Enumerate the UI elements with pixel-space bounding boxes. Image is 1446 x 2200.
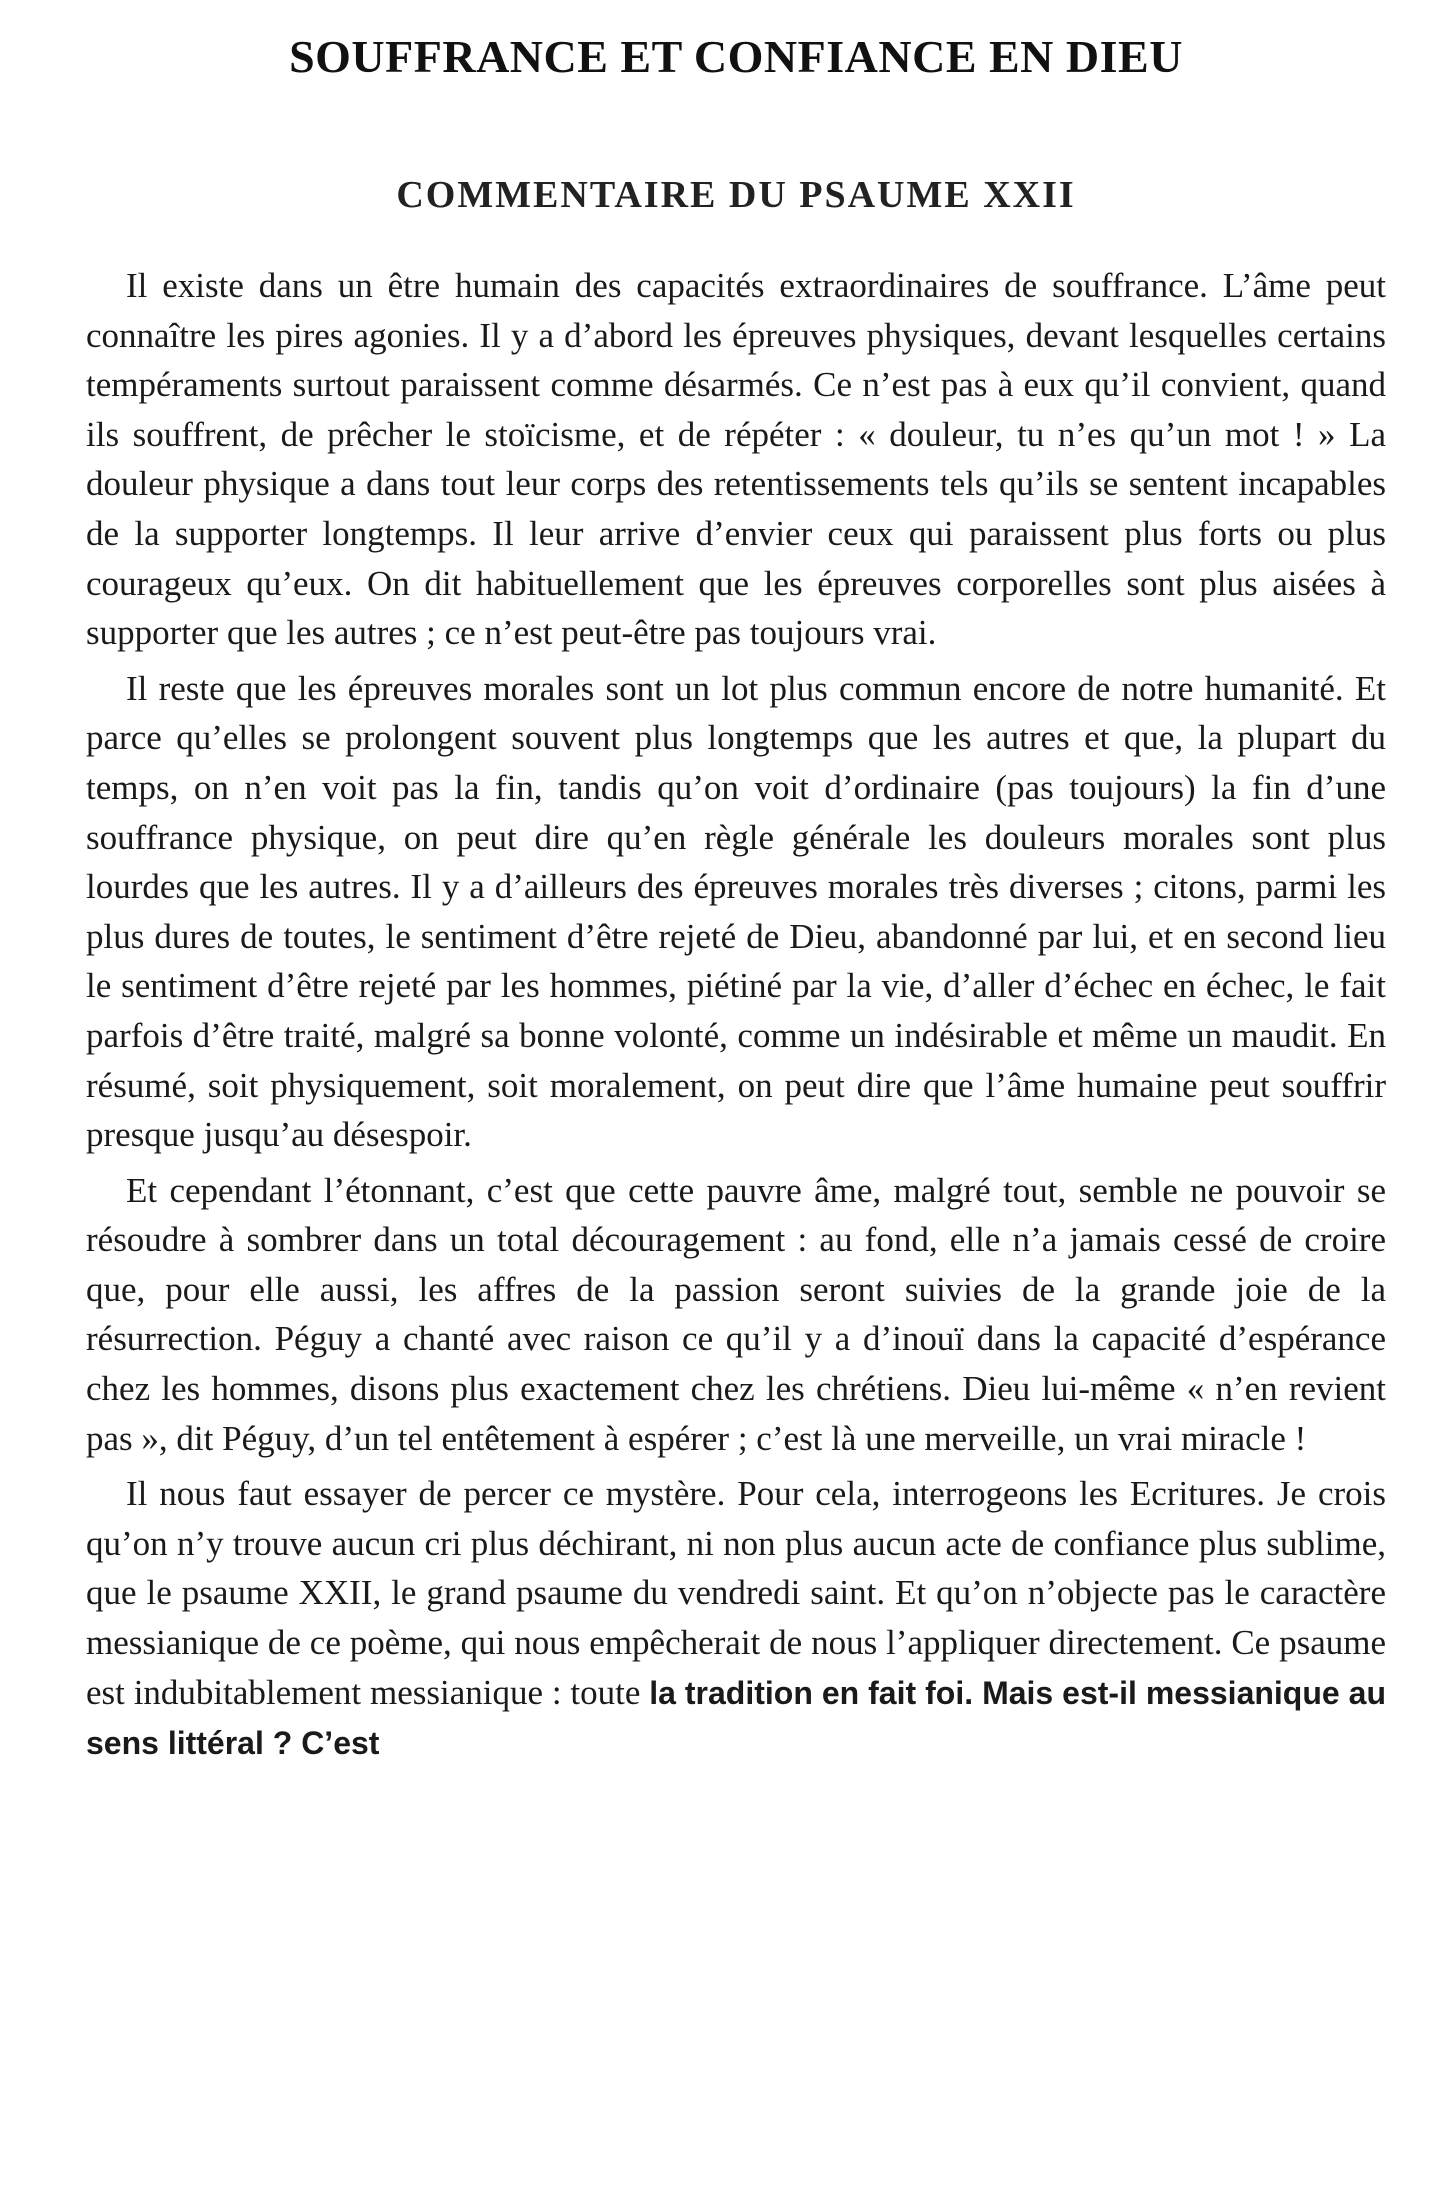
document-page [86,30,1386,1769]
page-title: SOUFFRANCE ET CONFIANCE EN DIEU [289,31,1183,82]
paragraph-4-bold-line: la tradition en fait foi. Mais est-il messianique au sens littéral ? C’est [86,1674,1387,1762]
paragraph-1: Il existe dans un être humain des capacités extraordinaires de souffrance. L’âme peut connaître les pires agonies. Il y a d’abord les épreuves physiques, devant lesquelles certains tempéraments surtout paraissent comme désarmés. Ce n’est pas à eux qu’il convient, quand ils souffrent, de prêcher le stoïcisme, et de répéter : « douleur, tu n’es qu’un mot ! » La douleur physique a dans tout leur corps des retentissements tels qu’ils se sentent incapables de la supporter longtemps. Il leur arrive d’envier ceux qui paraissent plus forts ou plus courageux qu’eux. On dit habituellement que les épreuves corporelles sont plus aisées à supporter que les autres ; ce n’est peut-être pas toujours vrai. [86,266,1386,653]
paragraph-4 [86,1469,1386,1769]
section-subtitle: COMMENTAIRE DU PSAUME XXII [396,174,1076,216]
paragraph-4-text: Il nous faut essayer de percer ce mystère. Pour cela, interrogeons les Ecritures. Je crois qu’on n’y trouve aucun cri plus déchirant, ni non plus aucun acte de confiance plus sublime, que le psaume XXII, le grand psaume du vendredi saint. Et qu’on n’objecte pas le caractère messianique de ce poème, qui nous empêcherait de nous l’appliquer directement. Ce psaume est indubitablement messianique : toute [86,1474,1386,1712]
paragraph-3: Et cependant l’étonnant, c’est que cette pauvre âme, malgré tout, semble ne pouvoir se résoudre à sombrer dans un total découragement : au fond, elle n’a jamais cessé de croire que, pour elle aussi, les affres de la passion seront suivies de la grande joie de la résurrection. Péguy a chanté avec raison ce qu’il y a d’inouï dans la capacité d’espérance chez les hommes, disons plus exactement chez les chrétiens. Dieu lui-même « n’en revient pas », dit Péguy, d’un tel entêtement à espérer ; c’est là une merveille, un vrai miracle ! [86,1170,1386,1458]
paragraph-2: Il reste que les épreuves morales sont un lot plus commun encore de notre humanité. Et parce qu’elles se prolongent souvent plus longtemps que les autres et que, la plupart du temps, on n’en voit pas la fin, tandis qu’on voit d’ordinaire (pas toujours) la fin d’une souffrance physique, on peut dire qu’en règle générale les douleurs morales sont plus lourdes que les autres. Il y a d’ailleurs des épreuves morales très diverses ; citons, parmi les plus dures de toutes, le sentiment d’être rejeté de Dieu, abandonné par lui, et en second lieu le sentiment d’être rejeté par les hommes, piétiné par la vie, d’aller d’échec en échec, le fait parfois d’être traité, malgré sa bonne volonté, comme un indésirable et même un maudit. En résumé, soit physiquement, soit moralement, on peut dire que l’âme humaine peut souffrir presque jusqu’au désespoir. [86,668,1386,1155]
body-text [86,261,1386,1769]
